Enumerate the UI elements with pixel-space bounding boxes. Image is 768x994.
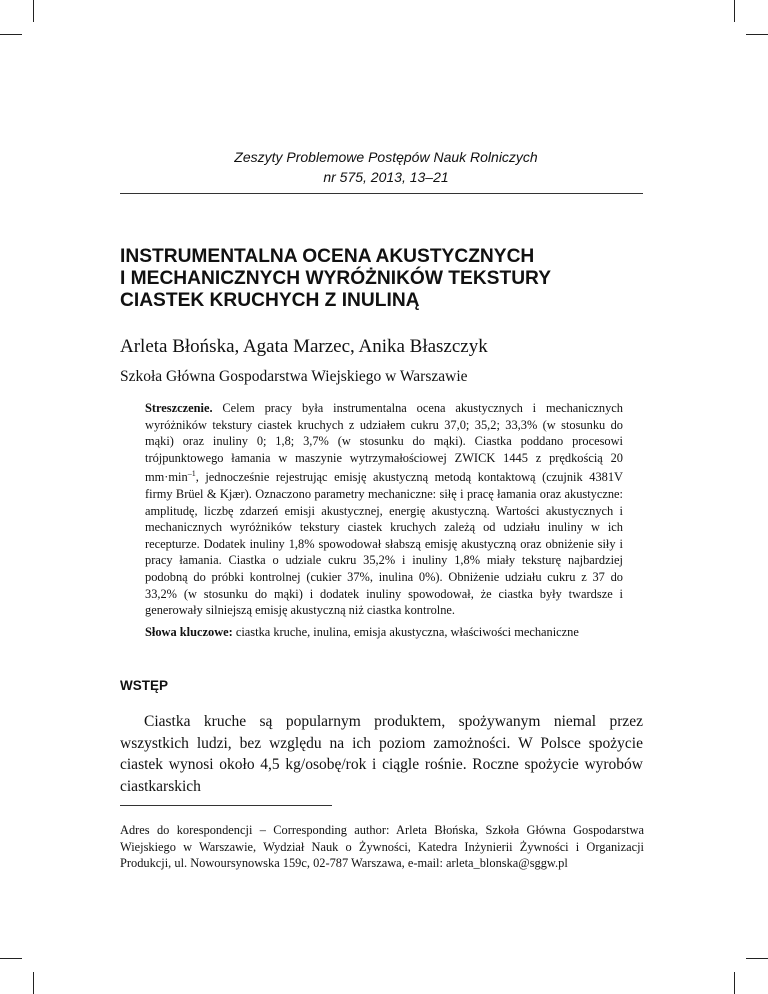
abstract-text-cont: , jednocześnie rejestrując emisję akustyczną metodą kontaktową (czujnik 4381V firmy Brüel & Kjær). Oznaczono parametry mechaniczne: siłę i pracę łamania oraz akustyczne: amplitudę, liczbę zdarzeń emisji akustycznej, energię akustyczną. Wartości akustycznych i mechanicznych wyróżników tekstury ciastek kruchych zależą od udziału inuliny w ich recepturze. Dodatek inuliny 1,8% spowodował słabszą emisję akustyczną oraz obniżenie siły i pracy łamania. Ciastka o udziale cukru 35,2% i inuliny 1,8% miały teksturę najbardziej podobną do próbki kontrolnej (cukier 37%, inulina 0%). Obniżenie udziału cukru z 37 do 33,2% (w stosunku do mąki) i dodatek inuliny spowodował, że ciastka były twardsze i generowały silniejszą emisję akustyczną niż ciastka kontrolne. — [145, 470, 623, 618]
journal-issue: nr 575, 2013, 13–21 — [323, 169, 449, 185]
crop-mark — [734, 0, 735, 22]
article-title — [120, 246, 660, 312]
title-line: I MECHANICZNYCH WYRÓŻNIKÓW TEKSTURY — [120, 268, 551, 289]
keywords-text: ciastka kruche, inulina, emisja akustyczna, właściwości mechaniczne — [232, 625, 579, 639]
journal-name: Zeszyty Problemowe Postępów Nauk Rolniczych — [234, 149, 538, 165]
title-line: CIASTEK KRUCHYCH Z INULINĄ — [120, 290, 420, 311]
crop-mark — [33, 0, 34, 22]
abstract — [145, 400, 623, 619]
keywords-label: Słowa kluczowe: — [145, 625, 233, 639]
title-line: INSTRUMENTALNA OCENA AKUSTYCZNYCH — [120, 246, 535, 267]
header-rule — [120, 193, 643, 194]
abstract-superscript: –1 — [187, 469, 196, 479]
body-paragraph: Ciastka kruche są popularnym produktem, spożywanym niemal przez wszystkich ludzi, bez względu na ich poziom zamożności. W Polsce spożycie ciastek wynosi około 4,5 kg/osobę/rok i ciągle rośnie. Roczne spożycie wyrobów ciastkarskich — [120, 713, 643, 795]
authors: Arleta Błońska, Agata Marzec, Anika Błaszczyk — [120, 336, 488, 357]
section-heading: WSTĘP — [120, 678, 169, 693]
abstract-text: Celem pracy była instrumentalna ocena akustycznych i mechanicznych wyróżników tekstury ciastek kruchych z udziałem cukru 37,0; 35,2; 33,3% (w stosunku do mąki) oraz inuliny 0; 1,8; 3,7% (w stosunku do mąki). Ciastka poddano procesowi trójpunktowego łamania w maszynie wytrzymałościowej ZWICK 1445 z prędkością 20 mm·min — [145, 401, 623, 485]
abstract-label: Streszczenie. — [145, 401, 213, 415]
footnote: Adres do korespondencji – Corresponding author: Arleta Błońska, Szkoła Główna Gospodarstwa Wiejskiego w Warszawie, Wydział Nauk o Żywności, Katedra Inżynierii Żywności i Organizacji Produkcji, ul. Nowoursynowska 159c, 02-787 Warszawa, e-mail: arleta_blonska@sggw.pl — [120, 823, 644, 871]
crop-mark — [0, 958, 22, 959]
crop-mark — [734, 972, 735, 994]
affiliation: Szkoła Główna Gospodarstwa Wiejskiego w Warszawie — [120, 368, 468, 385]
keywords — [145, 625, 579, 640]
journal-header — [120, 147, 652, 187]
footnote-rule — [120, 805, 332, 806]
crop-mark — [746, 34, 768, 35]
crop-mark — [746, 958, 768, 959]
crop-mark — [0, 34, 22, 35]
crop-mark — [33, 972, 34, 994]
